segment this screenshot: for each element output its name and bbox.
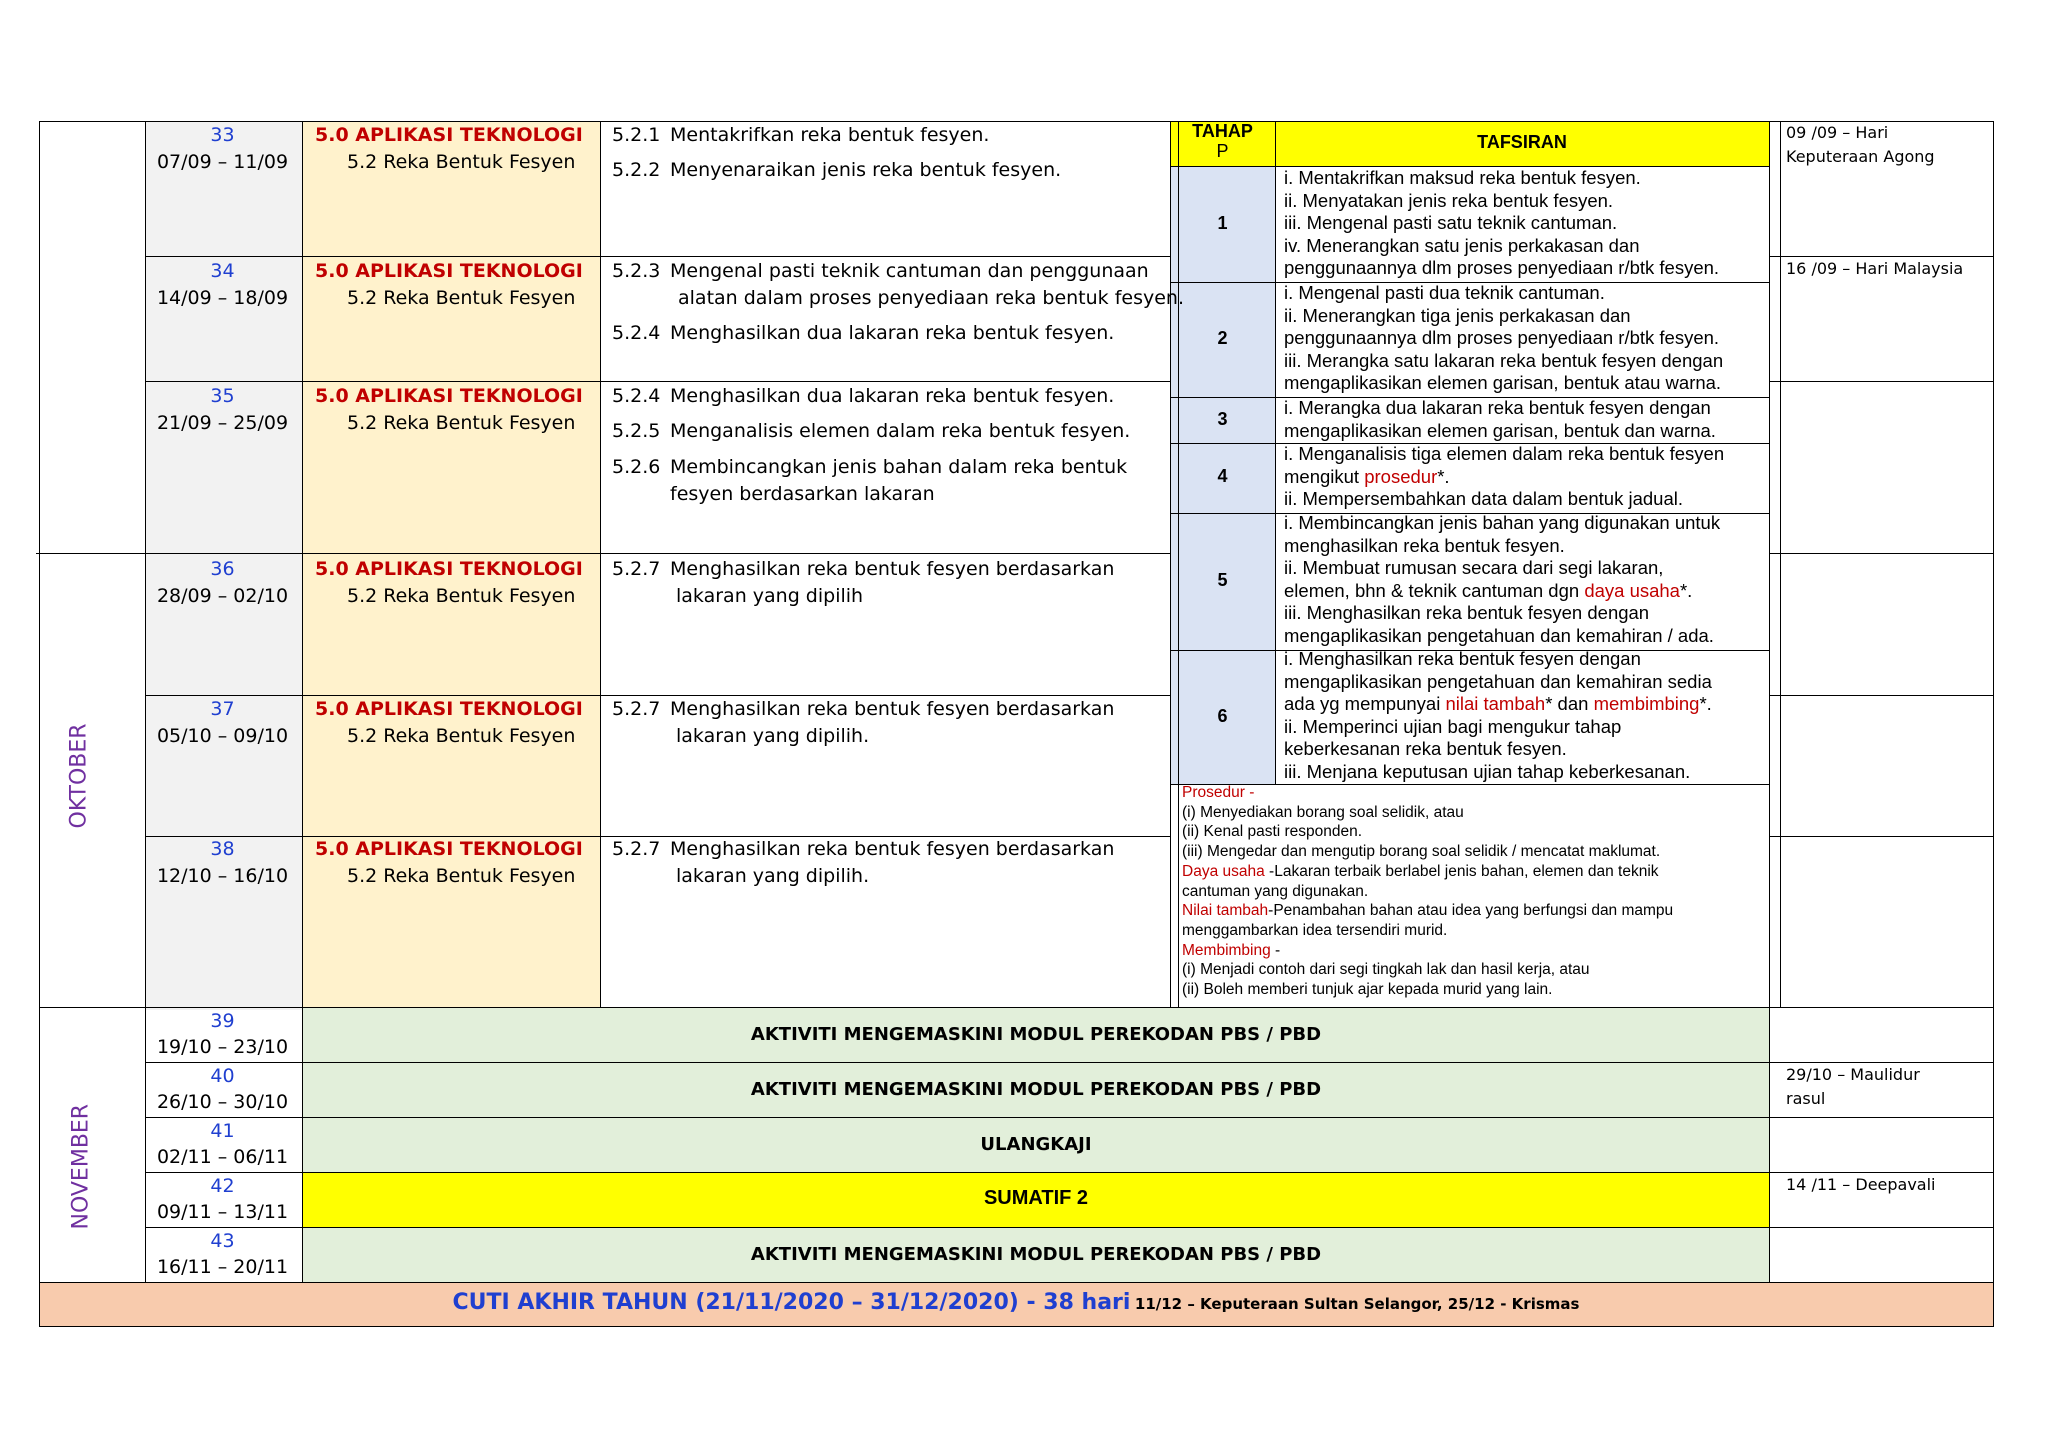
- footer-main: CUTI AKHIR TAHUN (21/11/2020 – 31/12/2020) - 38 hari: [452, 1290, 1131, 1315]
- standard-item: 5.2.6 Membincangkan jenis bahan dalam reka bentuk: [612, 456, 1128, 478]
- unit-subtitle: 5.2 Reka Bentuk Fesyen: [347, 865, 576, 887]
- week-number: 41: [210, 1120, 235, 1142]
- footer-small: 11/12 – Keputeraan Sultan Selangor, 25/12 - Krismas: [1134, 1295, 1580, 1313]
- week-date: 21/09 – 25/09: [156, 412, 289, 434]
- unit-title: 5.0 APLIKASI TEKNOLOGI: [315, 260, 583, 282]
- tahap-level: 4: [1217, 466, 1228, 486]
- standard-item: 5.2.7 Menghasilkan reka bentuk fesyen berdasarkan: [612, 698, 1115, 720]
- week-number: 40: [210, 1065, 235, 1087]
- tafsiran-level-6: i. Menghasilkan reka bentuk fesyen dengan mengaplikasikan pengetahuan dan kemahiran sedia ada yg mempunyai nilai tambah* dan membimbing*. ii. Memperinci ujian bagi mengukur tahap keberkesanan reka bentuk fesyen. iii. Menjana keputusan ujian tahap keberkesanan.: [1284, 648, 1712, 782]
- week-date: 09/11 – 13/11: [156, 1201, 289, 1223]
- activity-band: AKTIVITI MENGEMASKINI MODUL PEREKODAN PBS / PBD: [750, 1244, 1322, 1265]
- unit-subtitle: 5.2 Reka Bentuk Fesyen: [347, 412, 576, 434]
- unit-title: 5.0 APLIKASI TEKNOLOGI: [315, 698, 583, 720]
- standard-item: 5.2.4 Menghasilkan dua lakaran reka bentuk fesyen.: [612, 322, 1115, 344]
- tafsiran-legend: Prosedur - (i) Menyediakan borang soal selidik, atau (ii) Kenal pasti responden. (iii) Mengedar dan mengutip borang soal selidik / mencatat maklumat. Daya usaha -Lakaran terbaik berlabel jenis bahan, elemen dan teknik cantuman yang digunakan. Nilai tambah-Penambahan bahan atau idea yang berfungsi dan mampu menggambarkan idea tersendiri murid. Membimbing - (i) Menjadi contoh dari segi tingkah lak dan hasil kerja, atau (ii) Boleh memberi tunjuk ajar kepada murid yang lain.: [1182, 784, 1674, 999]
- unit-title: 5.0 APLIKASI TEKNOLOGI: [315, 385, 583, 407]
- unit-title: 5.0 APLIKASI TEKNOLOGI: [315, 124, 583, 146]
- week-date: 16/11 – 20/11: [156, 1256, 289, 1278]
- tahap-level: 3: [1217, 409, 1228, 429]
- week-date: 14/09 – 18/09: [156, 287, 289, 309]
- tafsiran-level-3: i. Merangka dua lakaran reka bentuk fesyen dengan mengaplikasikan elemen garisan, bentuk dan warna.: [1284, 397, 1716, 441]
- standard-item-cont: fesyen berdasarkan lakaran: [670, 483, 935, 505]
- standard-item-cont: alatan dalam proses penyediaan reka bentuk fesyen.: [678, 287, 1185, 309]
- standard-item-cont: lakaran yang dipilih: [676, 585, 864, 607]
- standard-item: 5.2.2 Menyenaraikan jenis reka bentuk fesyen.: [612, 159, 1062, 181]
- week-number: 35: [210, 385, 235, 407]
- week-number: 33: [210, 124, 235, 146]
- tahap-level: 6: [1217, 706, 1228, 726]
- tafsiran-level-4: i. Menganalisis tiga elemen dalam reka bentuk fesyen mengikut prosedur*. ii. Mempersembahkan data dalam bentuk jadual.: [1284, 443, 1725, 509]
- standard-item: 5.2.1 Mentakrifkan reka bentuk fesyen.: [612, 124, 990, 146]
- week-number: 38: [210, 838, 235, 860]
- note-holiday: 16 /09 – Hari Malaysia: [1786, 259, 1964, 278]
- unit-subtitle: 5.2 Reka Bentuk Fesyen: [347, 151, 576, 173]
- unit-subtitle: 5.2 Reka Bentuk Fesyen: [347, 585, 576, 607]
- tahap-level: 2: [1217, 328, 1228, 348]
- week-number: 34: [210, 260, 235, 282]
- month-oktober: OKTOBER: [66, 723, 92, 829]
- tafsiran-level-5: i. Membincangkan jenis bahan yang digunakan untuk menghasilkan reka bentuk fesyen. ii. Membuat rumusan secara dari segi lakaran, elemen, bhn & teknik cantuman dgn daya usaha*. iii. Menghasilkan reka bentuk fesyen dengan mengaplikasikan pengetahuan dan kemahiran / ada.: [1284, 512, 1721, 646]
- standard-item-cont: lakaran yang dipilih.: [676, 865, 870, 887]
- week-number: 42: [210, 1175, 235, 1197]
- week-date: 02/11 – 06/11: [156, 1146, 289, 1168]
- week-date: 28/09 – 02/10: [156, 585, 289, 607]
- activity-band: AKTIVITI MENGEMASKINI MODUL PEREKODAN PBS / PBD: [750, 1024, 1322, 1045]
- sumatif-band: SUMATIF 2: [983, 1187, 1089, 1209]
- standard-item: 5.2.3 Mengenal pasti teknik cantuman dan penggunaan: [612, 260, 1149, 282]
- week-date: 07/09 – 11/09: [156, 151, 289, 173]
- month-november: NOVEMBER: [68, 1103, 94, 1230]
- standard-item: 5.2.7 Menghasilkan reka bentuk fesyen berdasarkan: [612, 838, 1115, 860]
- unit-subtitle: 5.2 Reka Bentuk Fesyen: [347, 725, 576, 747]
- standard-item-cont: lakaran yang dipilih.: [676, 725, 870, 747]
- tahap-header-p: P: [1216, 141, 1229, 161]
- tafsiran-level-2: i. Mengenal pasti dua teknik cantuman. ii. Menerangkan tiga jenis perkakasan dan penggunaannya dlm proses penyediaan r/btk fesyen. iii. Merangka satu lakaran reka bentuk fesyen dengan mengaplikasikan elemen garisan, bentuk atau warna.: [1284, 282, 1724, 393]
- week-date: 26/10 – 30/10: [156, 1091, 289, 1113]
- week-date: 12/10 – 16/10: [156, 865, 289, 887]
- standard-item: 5.2.7 Menghasilkan reka bentuk fesyen berdasarkan: [612, 558, 1115, 580]
- tafsiran-header: TAFSIRAN: [1477, 132, 1567, 152]
- week-date: 19/10 – 23/10: [156, 1036, 289, 1058]
- activity-band: AKTIVITI MENGEMASKINI MODUL PEREKODAN PBS / PBD: [750, 1079, 1322, 1100]
- tahap-level: 1: [1217, 213, 1228, 233]
- note-holiday: 29/10 – Maulidur rasul: [1786, 1065, 1920, 1108]
- tahap-level: 5: [1217, 570, 1228, 590]
- week-number: 37: [210, 698, 235, 720]
- note-holiday: 14 /11 – Deepavali: [1786, 1175, 1936, 1194]
- note-holiday: 09 /09 – Hari Keputeraan Agong: [1786, 123, 1935, 166]
- tafsiran-level-1: i. Mentakrifkan maksud reka bentuk fesyen. ii. Menyatakan jenis reka bentuk fesyen. iii. Mengenal pasti satu teknik cantuman. iv. Menerangkan satu jenis perkakasan dan penggunaannya dlm proses penyediaan r/btk fesyen.: [1284, 167, 1720, 278]
- week-date: 05/10 – 09/10: [156, 725, 289, 747]
- week-number: 39: [210, 1010, 235, 1032]
- unit-subtitle: 5.2 Reka Bentuk Fesyen: [347, 287, 576, 309]
- footer-row: [39, 1290, 1993, 1315]
- standard-item: 5.2.4 Menghasilkan dua lakaran reka bentuk fesyen.: [612, 385, 1115, 407]
- unit-title: 5.0 APLIKASI TEKNOLOGI: [315, 838, 583, 860]
- unit-title: 5.0 APLIKASI TEKNOLOGI: [315, 558, 583, 580]
- tahap-header-label: TAHAP: [1192, 121, 1253, 141]
- week-number: 43: [210, 1230, 235, 1252]
- standard-item: 5.2.5 Menganalisis elemen dalam reka bentuk fesyen.: [612, 420, 1131, 442]
- activity-band: ULANGKAJI: [980, 1134, 1092, 1155]
- tahap-header: [1170, 121, 1275, 161]
- week-number: 36: [210, 558, 235, 580]
